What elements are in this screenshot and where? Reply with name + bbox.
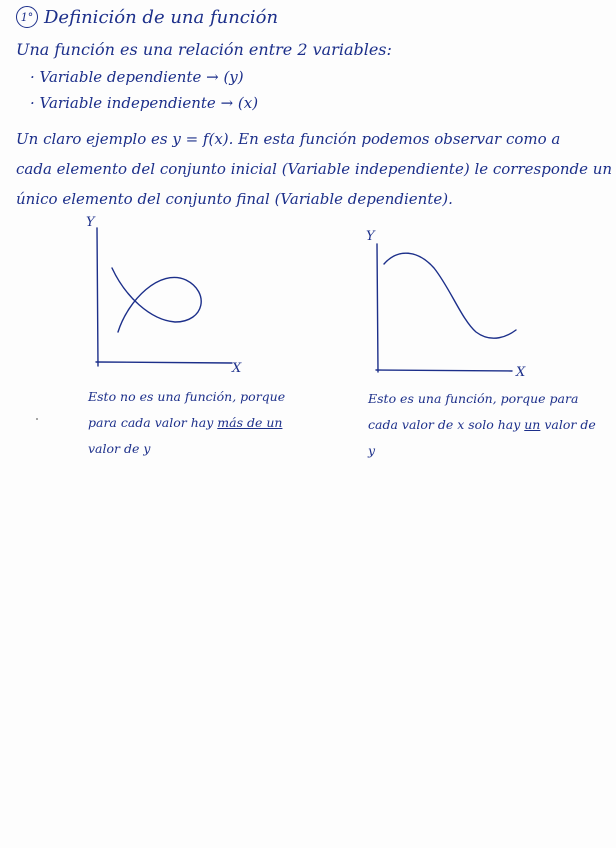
right-caption-text: Esto es una función, porque para cada valor de x solo hay [368, 391, 579, 432]
bullet-independent-variable: · Variable independiente → (x) [30, 94, 259, 112]
page-title: Definición de una función [44, 6, 279, 28]
right-x-label: X [516, 365, 526, 380]
right-function-curve [384, 253, 516, 338]
bullet-dependent-variable: · Variable dependiente → (y) [30, 68, 244, 86]
left-caption-underlined: más de un [217, 415, 283, 430]
section-number: 1° [16, 6, 38, 28]
left-y-label: Y [86, 215, 95, 230]
paragraph-line-1: Un claro ejemplo es y = f(x). En esta función podemos observar como a [16, 130, 561, 148]
left-x-label: X [232, 361, 242, 376]
stray-mark [36, 418, 38, 420]
right-caption-underlined: un [524, 417, 541, 432]
paragraph-line-2: cada elemento del conjunto inicial (Variable independiente) le corresponde un [16, 160, 613, 178]
right-graph-caption [368, 386, 603, 464]
right-y-axis [377, 244, 378, 372]
definition-text: Una función es una relación entre 2 variables: [16, 40, 392, 59]
right-y-label: Y [366, 229, 375, 244]
paragraph-line-3: único elemento del conjunto final (Variable dependiente). [16, 190, 453, 208]
right-caption-end: valor de y [368, 417, 596, 458]
left-caption-end: valor de y [88, 441, 151, 456]
right-x-axis [376, 370, 512, 371]
left-caption-text: Esto no es una función, porque para cada valor hay [88, 389, 286, 430]
left-graph-caption [88, 384, 303, 462]
